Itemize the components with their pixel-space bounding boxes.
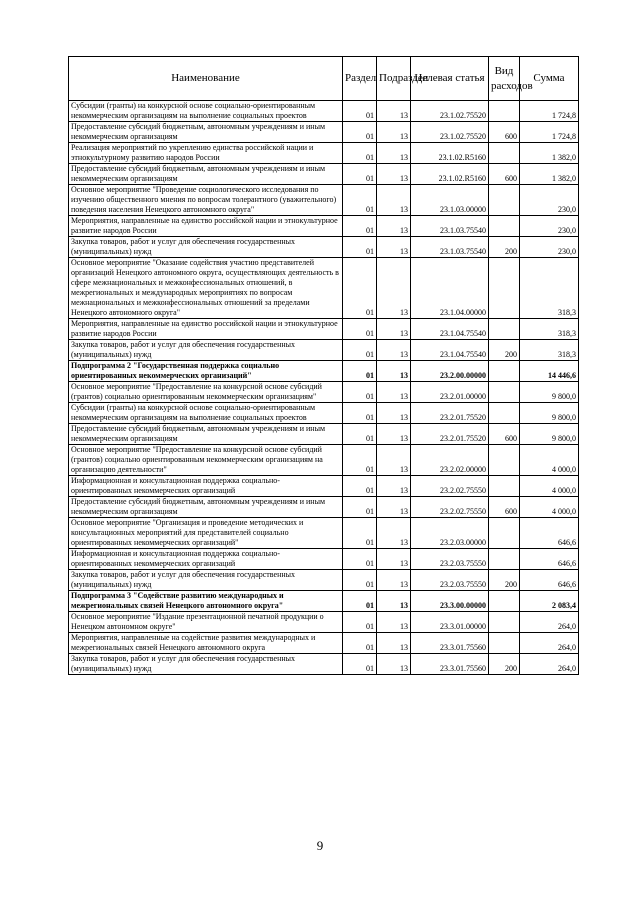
- row-subsection: 13: [377, 612, 411, 633]
- table-row: [69, 143, 579, 164]
- row-amount: 1 724,8: [520, 122, 579, 143]
- row-name: Основное мероприятие "Организация и проведение методических и консультационных мероприятий для представителей социально ориентированных некоммерческих организаций": [69, 518, 343, 549]
- row-name: Закупка товаров, работ и услуг для обеспечения государственных (муниципальных) нужд: [69, 570, 343, 591]
- header-section: Раздел: [343, 57, 377, 101]
- row-subsection: 13: [377, 185, 411, 216]
- row-expense-type: [489, 612, 520, 633]
- row-section: 01: [343, 340, 377, 361]
- row-amount: 646,6: [520, 570, 579, 591]
- table-row: [69, 570, 579, 591]
- subprogram-row: [69, 361, 579, 382]
- row-name: Предоставление субсидий бюджетным, автономным учреждениям и иным некоммерческим организациям: [69, 122, 343, 143]
- row-amount: 9 800,0: [520, 403, 579, 424]
- row-amount: 4 000,0: [520, 445, 579, 476]
- row-amount: 9 800,0: [520, 424, 579, 445]
- row-amount: 1 382,0: [520, 143, 579, 164]
- table-row: [69, 382, 579, 403]
- row-expense-type: [489, 101, 520, 122]
- row-article: 23.2.03.75550: [411, 570, 489, 591]
- row-name: Предоставление субсидий бюджетным, автономным учреждениям и иным некоммерческим организациям: [69, 497, 343, 518]
- row-expense-type: [489, 216, 520, 237]
- row-article: 23.1.04.75540: [411, 319, 489, 340]
- row-section: 01: [343, 549, 377, 570]
- row-expense-type: [489, 361, 520, 382]
- row-amount: 264,0: [520, 612, 579, 633]
- table-header-row: [69, 57, 579, 101]
- row-amount: 9 800,0: [520, 382, 579, 403]
- row-expense-type: [489, 591, 520, 612]
- row-amount: 264,0: [520, 654, 579, 675]
- row-subsection: 13: [377, 445, 411, 476]
- row-article: 23.1.02.R5160: [411, 164, 489, 185]
- row-section: 01: [343, 654, 377, 675]
- table-row: [69, 518, 579, 549]
- header-amount: Сумма: [520, 57, 579, 101]
- row-section: 01: [343, 445, 377, 476]
- row-name: Основное мероприятие "Оказание содействия участию представителей организаций Ненецкого автономного округа, осуществляющих деятельность в сфере межнациональных и межконфессиональных отношений, в межрегиональных и международных мероприятиях по вопросам межнациональных и межконфессиональных отношений за пределами Ненецкого автономного округа": [69, 258, 343, 319]
- row-expense-type: 600: [489, 424, 520, 445]
- row-expense-type: 200: [489, 237, 520, 258]
- row-subsection: 13: [377, 319, 411, 340]
- row-amount: 4 000,0: [520, 497, 579, 518]
- row-amount: 1 724,8: [520, 101, 579, 122]
- header-article: Целевая статья: [411, 57, 489, 101]
- table-row: [69, 549, 579, 570]
- row-article: 23.2.02.00000: [411, 445, 489, 476]
- row-article: 23.2.01.75520: [411, 424, 489, 445]
- row-subsection: 13: [377, 497, 411, 518]
- page-number: 9: [316, 838, 324, 853]
- row-subsection: 13: [377, 258, 411, 319]
- row-name: Информационная и консультационная поддержка социально-ориентированных некоммерческих организаций: [69, 549, 343, 570]
- row-section: 01: [343, 497, 377, 518]
- row-expense-type: [489, 518, 520, 549]
- table-row: [69, 122, 579, 143]
- row-expense-type: [489, 319, 520, 340]
- row-name: Основное мероприятие "Предоставление на конкурсной основе субсидий (грантов) социально ориентированным некоммерческим организациям": [69, 382, 343, 403]
- row-expense-type: 200: [489, 654, 520, 675]
- row-expense-type: [489, 258, 520, 319]
- table-row: [69, 612, 579, 633]
- row-expense-type: [489, 185, 520, 216]
- row-article: 23.1.03.75540: [411, 237, 489, 258]
- row-expense-type: 600: [489, 122, 520, 143]
- row-subsection: 13: [377, 122, 411, 143]
- row-section: 01: [343, 185, 377, 216]
- row-article: 23.1.03.00000: [411, 185, 489, 216]
- row-subsection: 13: [377, 549, 411, 570]
- table-body: [69, 101, 579, 675]
- row-article: 23.1.02.75520: [411, 101, 489, 122]
- row-amount: 2 083,4: [520, 591, 579, 612]
- row-amount: 230,0: [520, 185, 579, 216]
- row-amount: 646,6: [520, 518, 579, 549]
- row-subsection: 13: [377, 361, 411, 382]
- row-article: 23.2.03.00000: [411, 518, 489, 549]
- row-name: Информационная и консультационная поддержка социально-ориентированных некоммерческих организаций: [69, 476, 343, 497]
- row-section: 01: [343, 101, 377, 122]
- row-subsection: 13: [377, 237, 411, 258]
- row-subsection: 13: [377, 654, 411, 675]
- row-amount: 4 000,0: [520, 476, 579, 497]
- row-name: Подпрограмма 3 "Содействие развитию международных и межрегиональных связей Ненецкого автономного округа": [69, 591, 343, 612]
- row-expense-type: 600: [489, 164, 520, 185]
- row-name: Реализация мероприятий по укреплению единства российской нации и этнокультурному развитию народов России: [69, 143, 343, 164]
- budget-table: [68, 56, 579, 675]
- table-row: [69, 340, 579, 361]
- row-expense-type: 200: [489, 340, 520, 361]
- row-article: 23.2.00.00000: [411, 361, 489, 382]
- row-name: Предоставление субсидий бюджетным, автономным учреждениям и иным некоммерческим организациям: [69, 164, 343, 185]
- header-name: Наименование: [69, 57, 343, 101]
- row-section: 01: [343, 518, 377, 549]
- row-expense-type: [489, 143, 520, 164]
- row-name: Закупка товаров, работ и услуг для обеспечения государственных (муниципальных) нужд: [69, 340, 343, 361]
- table-row: [69, 258, 579, 319]
- row-subsection: 13: [377, 591, 411, 612]
- row-amount: 1 382,0: [520, 164, 579, 185]
- row-section: 01: [343, 237, 377, 258]
- row-article: 23.1.04.00000: [411, 258, 489, 319]
- row-name: Подпрограмма 2 "Государственная поддержка социально ориентированных некоммерческих организаций": [69, 361, 343, 382]
- row-amount: 318,3: [520, 258, 579, 319]
- table-row: [69, 497, 579, 518]
- row-amount: 230,0: [520, 216, 579, 237]
- row-name: Субсидии (гранты) на конкурсной основе социально-ориентированным некоммерческим организациям на выполнение социальных проектов: [69, 101, 343, 122]
- row-expense-type: [489, 382, 520, 403]
- table-row: [69, 319, 579, 340]
- row-expense-type: [489, 445, 520, 476]
- row-name: Мероприятия, направленные на единство российской нации и этнокультурное развитие народов России: [69, 319, 343, 340]
- row-section: 01: [343, 258, 377, 319]
- row-subsection: 13: [377, 633, 411, 654]
- row-section: 01: [343, 216, 377, 237]
- table-row: [69, 633, 579, 654]
- row-name: Основное мероприятие "Предоставление на конкурсной основе субсидий (грантов) социально ориентированным некоммерческим организациям на организацию деятельности": [69, 445, 343, 476]
- row-article: 23.2.03.75550: [411, 549, 489, 570]
- row-section: 01: [343, 633, 377, 654]
- table-row: [69, 445, 579, 476]
- row-expense-type: 600: [489, 497, 520, 518]
- row-section: 01: [343, 122, 377, 143]
- row-section: 01: [343, 143, 377, 164]
- header-subsection: Подраздел: [377, 57, 411, 101]
- row-section: 01: [343, 570, 377, 591]
- row-article: 23.3.01.75560: [411, 654, 489, 675]
- row-subsection: 13: [377, 340, 411, 361]
- row-section: 01: [343, 591, 377, 612]
- row-amount: 14 446,6: [520, 361, 579, 382]
- row-expense-type: [489, 403, 520, 424]
- header-expense-type: Вид расходов: [489, 57, 520, 101]
- row-article: 23.2.01.75520: [411, 403, 489, 424]
- row-amount: 646,6: [520, 549, 579, 570]
- row-name: Основное мероприятие "Проведение социологического исследования по изучению общественного мнения по вопросам толерантного (уважительного) поведения населения Ненецкого автономного округа": [69, 185, 343, 216]
- row-expense-type: 200: [489, 570, 520, 591]
- row-amount: 264,0: [520, 633, 579, 654]
- row-subsection: 13: [377, 476, 411, 497]
- row-subsection: 13: [377, 101, 411, 122]
- table-row: [69, 101, 579, 122]
- row-amount: 318,3: [520, 319, 579, 340]
- row-article: 23.3.00.00000: [411, 591, 489, 612]
- table-row: [69, 185, 579, 216]
- row-section: 01: [343, 424, 377, 445]
- row-subsection: 13: [377, 143, 411, 164]
- row-section: 01: [343, 319, 377, 340]
- table-row: [69, 654, 579, 675]
- row-article: 23.1.02.75520: [411, 122, 489, 143]
- row-amount: 230,0: [520, 237, 579, 258]
- row-section: 01: [343, 612, 377, 633]
- row-expense-type: [489, 549, 520, 570]
- row-name: Предоставление субсидий бюджетным, автономным учреждениям и иным некоммерческим организациям: [69, 424, 343, 445]
- row-expense-type: [489, 476, 520, 497]
- row-subsection: 13: [377, 164, 411, 185]
- table-row: [69, 237, 579, 258]
- row-name: Мероприятия, направленные на содействие развития международных и межрегиональных связей Ненецкого автономного округа: [69, 633, 343, 654]
- row-article: 23.3.01.75560: [411, 633, 489, 654]
- table-row: [69, 476, 579, 497]
- row-article: 23.2.02.75550: [411, 497, 489, 518]
- row-name: Закупка товаров, работ и услуг для обеспечения государственных (муниципальных) нужд: [69, 237, 343, 258]
- row-article: 23.1.04.75540: [411, 340, 489, 361]
- row-name: Основное мероприятие "Издание презентационной печатной продукции о Ненецком автономном округе": [69, 612, 343, 633]
- row-section: 01: [343, 382, 377, 403]
- row-subsection: 13: [377, 518, 411, 549]
- row-subsection: 13: [377, 403, 411, 424]
- table-row: [69, 216, 579, 237]
- row-article: 23.2.01.00000: [411, 382, 489, 403]
- table-row: [69, 403, 579, 424]
- table-row: [69, 424, 579, 445]
- row-section: 01: [343, 361, 377, 382]
- row-article: 23.1.02.R5160: [411, 143, 489, 164]
- row-subsection: 13: [377, 424, 411, 445]
- row-name: Мероприятия, направленные на единство российской нации и этнокультурное развитие народов России: [69, 216, 343, 237]
- row-name: Субсидии (гранты) на конкурсной основе социально-ориентированным некоммерческим организациям на выполнение социальных проектов: [69, 403, 343, 424]
- table-row: [69, 164, 579, 185]
- row-section: 01: [343, 403, 377, 424]
- row-subsection: 13: [377, 216, 411, 237]
- row-article: 23.3.01.00000: [411, 612, 489, 633]
- row-name: Закупка товаров, работ и услуг для обеспечения государственных (муниципальных) нужд: [69, 654, 343, 675]
- row-article: 23.1.03.75540: [411, 216, 489, 237]
- row-section: 01: [343, 476, 377, 497]
- subprogram-row: [69, 591, 579, 612]
- row-section: 01: [343, 164, 377, 185]
- row-subsection: 13: [377, 570, 411, 591]
- row-subsection: 13: [377, 382, 411, 403]
- row-amount: 318,3: [520, 340, 579, 361]
- row-expense-type: [489, 633, 520, 654]
- row-article: 23.2.02.75550: [411, 476, 489, 497]
